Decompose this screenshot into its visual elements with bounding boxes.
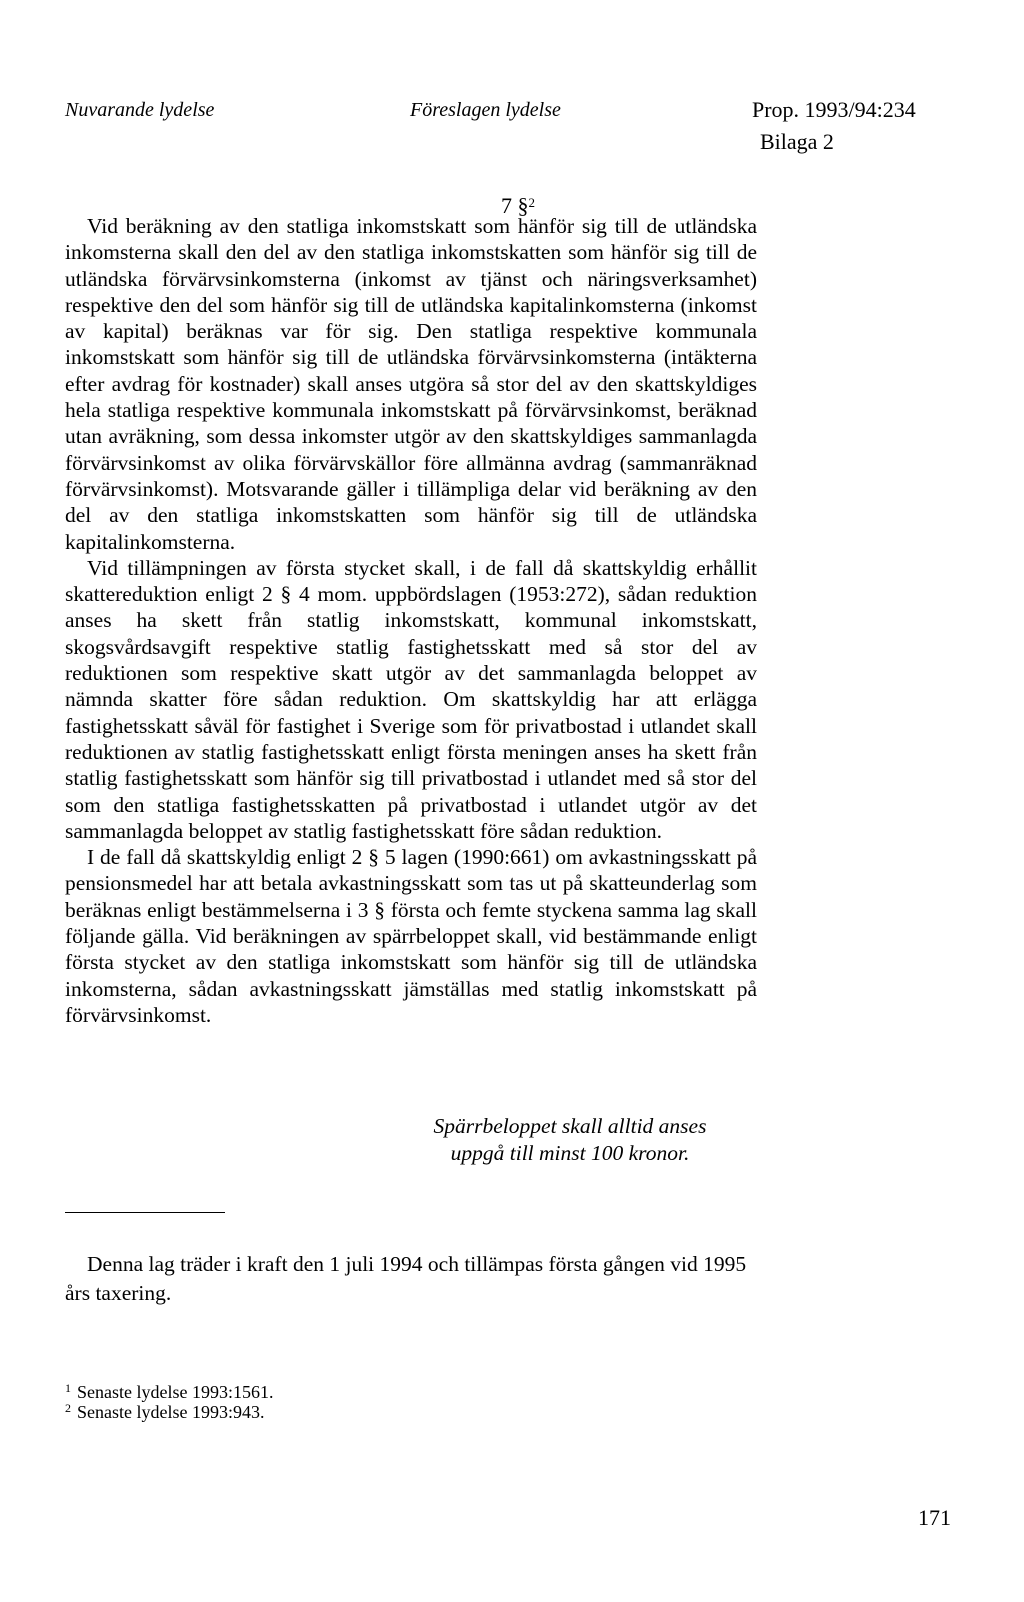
footnotes bbox=[65, 1382, 273, 1422]
section-footnote-ref: 2 bbox=[528, 195, 535, 210]
appendix-label: Bilaga 2 bbox=[760, 129, 834, 154]
paragraph-1: Vid beräkning av den statliga inkomstskatt som hänför sig till de utländska inkomsterna skall den del av den statliga inkomstskatten som hänför sig till de utländska förvärvsinkomsterna (inkomst av tjänst och näringsverksamhet) respektive den del som hänför sig till de utländska kapitalinkomsterna (inkomst av kapital) beräknas var för sig. Den statliga respektive kommunala inkomstskatt som hänför sig till de utländska förvärvsinkomsterna (intäkterna efter avdrag för kostnader) skall anses utgöra så stor del av den skattskyldiges hela statliga respektive kommunala inkomstskatt på förvärvsinkomst, beräknad utan avräkning, som dessa inkomster utgör av den skattskyldiges sammanlagda förvärvsinkomst av olika förvärvskällor före allmänna avdrag (sammanräknad förvärvsinkomst). Motsvarande gäller i tillämpliga delar vid beräkning av den del av den statliga inkomstskatten som hänför sig till de utländska kapitalinkomsterna. bbox=[65, 214, 757, 554]
statute-body bbox=[65, 213, 757, 1028]
column-header-current-wording: Nuvarande lydelse bbox=[65, 99, 215, 121]
column-header-proposed-wording: Föreslagen lydelse bbox=[410, 99, 561, 121]
proposed-addition bbox=[380, 1113, 760, 1166]
section-divider bbox=[65, 1212, 225, 1213]
proposed-addition-line-2: uppgå till minst 100 kronor. bbox=[450, 1140, 690, 1165]
footnote-2-text: Senaste lydelse 1993:943. bbox=[77, 1402, 265, 1422]
proposition-reference: Prop. 1993/94:234 bbox=[752, 97, 916, 122]
paragraph-3: I de fall då skattskyldig enligt 2 § 5 lagen (1990:661) om avkastningsskatt på pensionsmedel har att betala avkastningsskatt som tas ut på skatteunderlag som beräknas enligt bestämmelserna i 3 § första och femte styckena samma lag skall följande gälla. Vid beräkningen av spärrbeloppet skall, vid bestämmande enligt första stycket av den statliga inkomstskatt som hänför sig till de utländska inkomsterna, sådan avkastningsskatt jämställas med statlig inkomstskatt på förvärvsinkomst. bbox=[65, 845, 757, 1027]
footnote-2-mark: 2 bbox=[65, 1401, 71, 1415]
paragraph-2: Vid tillämpningen av första stycket skall, i de fall då skattskyldig erhållit skattereduktion enligt 2 § 4 mom. uppbördslagen (1953:272), sådan reduktion anses ha skett från statlig inkomstskatt, kommunal inkomstskatt, skogsvårdsavgift respektive statlig fastighetsskatt med så stor del av reduktionen som respektive skatt utgör av det sammanlagda beloppet av nämnda skatter före sådan reduktion. Om skattskyldig har att erlägga fastighetsskatt såväl för fastighet i Sverige som för privatbostad i utlandet skall reduktionen av statlig fastighetsskatt enligt första meningen anses ha skett från statlig fastighetsskatt som hänför sig till privatbostad i utlandet med så stor del som den statliga fastighetsskatten på privatbostad i utlandet utgör av det sammanlagda beloppet av statlig fastighetsskatt före sådan reduktion. bbox=[65, 555, 757, 843]
entry-into-force bbox=[65, 1250, 757, 1308]
footnote-2 bbox=[65, 1402, 273, 1422]
footnote-1-text: Senaste lydelse 1993:1561. bbox=[77, 1382, 274, 1402]
proposed-addition-line-1: Spärrbeloppet skall alltid anses bbox=[433, 1114, 707, 1138]
entry-into-force-text: Denna lag träder i kraft den 1 juli 1994 och tillämpas första gången vid 1995 års taxering. bbox=[65, 1252, 747, 1305]
page-number: 171 bbox=[918, 1505, 951, 1530]
footnote-1-mark: 1 bbox=[65, 1381, 71, 1395]
footnote-1 bbox=[65, 1382, 273, 1402]
section-number: 7 § bbox=[501, 193, 529, 218]
